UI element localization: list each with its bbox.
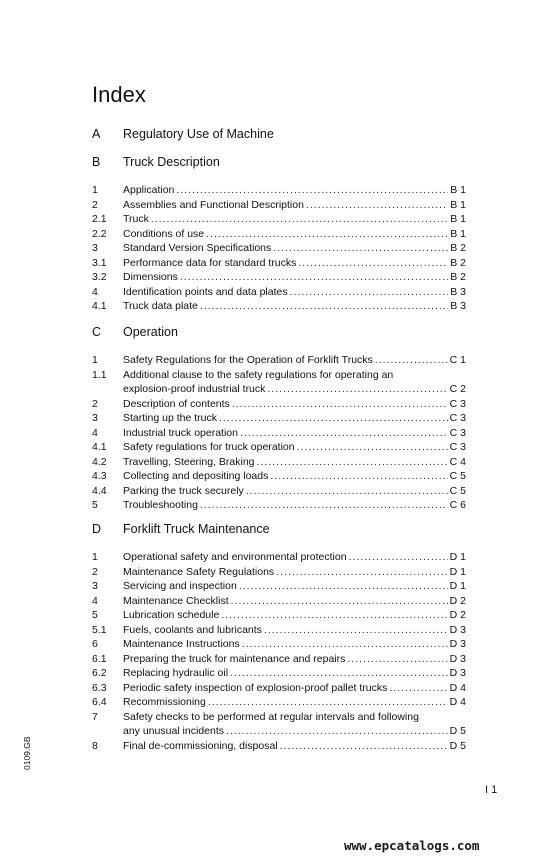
index-entry (92, 739, 466, 754)
section-title: Operation (123, 325, 178, 339)
dot-leader (242, 637, 448, 652)
entry-page: D 3 (449, 667, 466, 679)
section-title: Forklift Truck Maintenance (123, 522, 270, 536)
entry-title: Replacing hydraulic oil (123, 667, 229, 679)
dot-leader (347, 652, 447, 667)
dot-leader (290, 285, 449, 300)
entry-title: Parking the truck securely (123, 484, 244, 497)
entry-page: C 2 (449, 383, 466, 395)
index-entry (92, 183, 466, 198)
entry-number: 1 (92, 184, 98, 196)
dot-leader (240, 426, 448, 441)
entry-page: C 3 (449, 412, 466, 424)
index-entry (92, 469, 466, 484)
index-entry (92, 212, 466, 227)
dot-leader (221, 608, 447, 623)
entry-title: Truck (123, 213, 149, 225)
entry-title: Lubrication schedule (123, 609, 220, 621)
entry-number: 4.4 (92, 484, 107, 497)
entry-page: B 1 (450, 198, 466, 211)
dot-leader (176, 183, 448, 198)
entry-title: Dimensions (123, 271, 178, 283)
entry-number: 2.2 (92, 227, 107, 240)
entry-number: 5.1 (92, 623, 107, 636)
entry-number: 3.2 (92, 271, 107, 283)
dot-leader (389, 681, 447, 696)
dot-leader (246, 484, 448, 499)
entry-page: D 1 (449, 551, 466, 563)
index-entry (92, 397, 466, 412)
index-entry (92, 681, 466, 696)
dot-leader (200, 498, 448, 513)
page-number: I 1 (485, 784, 498, 796)
page-title: Index (92, 82, 146, 107)
entry-title: Preparing the truck for maintenance and repairs (123, 652, 346, 665)
entry-number: 4.1 (92, 441, 107, 453)
index-entry (92, 241, 466, 256)
entry-title: Performance data for standard trucks (123, 256, 297, 269)
entry-number: 8 (92, 739, 98, 752)
dot-leader (306, 198, 448, 213)
watermark-url: www.epcatalogs.com (344, 838, 480, 853)
entry-title: Travelling, Steering, Braking (123, 455, 255, 468)
index-entry (92, 550, 466, 565)
entry-number: 7 (92, 710, 98, 723)
dot-leader (280, 739, 448, 754)
index-entry (92, 652, 466, 667)
entry-number: 4 (92, 594, 98, 607)
entry-title: Starting up the truck (123, 412, 217, 424)
entry-page: D 3 (449, 623, 466, 636)
index-entry (92, 368, 466, 397)
index-entry (92, 484, 466, 499)
dot-leader (151, 212, 448, 227)
section-letter: D (92, 522, 102, 536)
entry-number: 6.2 (92, 667, 107, 679)
entry-title: Safety regulations for truck operation (123, 441, 295, 453)
dot-leader (267, 382, 447, 397)
entry-number: 4 (92, 426, 98, 439)
document-code: 0109.GB (22, 736, 32, 770)
entry-page: C 4 (449, 455, 466, 468)
entry-title: explosion-proof industrial truck (123, 383, 266, 395)
index-entry (92, 623, 466, 638)
entry-number: 6 (92, 638, 98, 650)
entry-number: 3 (92, 412, 98, 424)
section-title: Truck Description (123, 155, 220, 169)
entry-title: any unusual incidents (123, 725, 224, 737)
entry-number: 2 (92, 565, 98, 578)
entry-page: C 1 (449, 354, 466, 366)
entry-page: D 2 (449, 609, 466, 621)
entry-number: 6.3 (92, 681, 107, 694)
section-letter: A (92, 127, 101, 141)
entry-title: Truck data plate (123, 300, 198, 312)
entry-page: B 3 (450, 285, 466, 298)
index-entry (92, 565, 466, 580)
index-entry (92, 256, 466, 271)
entry-page: D 5 (449, 725, 466, 737)
index-entry (92, 498, 466, 513)
index-entry (92, 353, 466, 368)
index-entry (92, 440, 466, 455)
index-entry (92, 198, 466, 213)
entry-page: C 3 (449, 426, 466, 439)
index-entry (92, 411, 466, 426)
entry-number: 6.4 (92, 696, 107, 708)
entry-title: Periodic safety inspection of explosion-proof pallet trucks (123, 681, 388, 694)
entry-page: D 4 (449, 681, 466, 694)
entry-page: C 6 (449, 499, 466, 511)
entry-title: Standard Version Specifications (123, 242, 272, 254)
entry-page: D 1 (449, 565, 466, 578)
entry-page: D 3 (449, 638, 466, 650)
dot-leader (264, 623, 448, 638)
section-letter: C (92, 325, 102, 339)
dot-leader (230, 666, 448, 681)
entry-title: Collecting and depositing loads (123, 470, 269, 482)
entry-title: Maintenance Checklist (123, 594, 229, 607)
index-entry (92, 270, 466, 285)
entry-page: B 2 (450, 256, 466, 269)
entry-page: B 1 (450, 213, 466, 225)
entry-title: Maintenance Instructions (123, 638, 240, 650)
entry-title: Safety checks to be performed at regular intervals and following (123, 710, 419, 723)
entry-number: 3 (92, 580, 98, 592)
dot-leader (226, 724, 448, 739)
index-entry (92, 666, 466, 681)
dot-leader (239, 579, 448, 594)
entry-page: D 1 (449, 580, 466, 592)
index-entry (92, 637, 466, 652)
entry-title: Troubleshooting (123, 499, 198, 511)
entry-number: 4.3 (92, 470, 107, 482)
dot-leader (208, 695, 448, 710)
dot-leader (231, 594, 448, 609)
index-entry (92, 710, 466, 739)
index-entry (92, 455, 466, 470)
entry-title: Application (123, 184, 175, 196)
index-entry (92, 695, 466, 710)
dot-leader (276, 565, 447, 580)
index-entry (92, 594, 466, 609)
entry-title: Operational safety and environmental protection (123, 551, 347, 563)
entry-page: C 3 (449, 397, 466, 410)
entry-page: B 1 (450, 227, 466, 240)
dot-leader (375, 353, 448, 368)
entry-number: 3 (92, 242, 98, 254)
dot-leader (180, 270, 448, 285)
entry-title: Recommissioning (123, 696, 206, 708)
entry-page: D 5 (449, 739, 466, 752)
dot-leader (232, 397, 448, 412)
entry-title: Assemblies and Functional Description (123, 198, 304, 211)
entry-number: 4.2 (92, 455, 107, 468)
index-entry (92, 285, 466, 300)
entry-title: Conditions of use (123, 227, 205, 240)
entry-title: Description of contents (123, 397, 230, 410)
entry-page: D 2 (449, 594, 466, 607)
section-letter: B (92, 155, 101, 169)
entry-number: 4.1 (92, 300, 107, 312)
entry-number: 1 (92, 551, 98, 563)
entry-title: Additional clause to the safety regulations for operating an (123, 368, 394, 381)
entry-number: 6.1 (92, 652, 107, 665)
entry-title: Safety Regulations for the Operation of Forklift Trucks (123, 354, 373, 366)
entry-number: 1.1 (92, 368, 107, 381)
dot-leader (206, 227, 448, 242)
entry-number: 2 (92, 198, 98, 211)
entry-page: B 2 (450, 242, 466, 254)
entry-title: Industrial truck operation (123, 426, 238, 439)
entry-page: B 3 (450, 300, 466, 312)
entry-title: Servicing and inspection (123, 580, 237, 592)
entry-title: Final de-commissioning, disposal (123, 739, 278, 752)
entry-number: 1 (92, 354, 98, 366)
dot-leader (273, 241, 448, 256)
dot-leader (297, 440, 448, 455)
entry-title: Fuels, coolants and lubricants (123, 623, 262, 636)
entry-number: 2 (92, 397, 98, 410)
entry-number: 5 (92, 609, 98, 621)
entry-title: Maintenance Safety Regulations (123, 565, 275, 578)
section-title: Regulatory Use of Machine (123, 127, 274, 141)
entry-page: C 5 (449, 470, 466, 482)
dot-leader (200, 299, 448, 314)
entry-page: B 1 (450, 184, 466, 196)
entry-page: D 4 (449, 696, 466, 708)
dot-leader (219, 411, 448, 426)
entry-number: 5 (92, 499, 98, 511)
entry-title: Identification points and data plates (123, 285, 288, 298)
index-entry (92, 299, 466, 314)
entry-page: C 5 (449, 484, 466, 497)
entry-page: D 3 (449, 652, 466, 665)
dot-leader (270, 469, 447, 484)
index-entry (92, 608, 466, 623)
entry-page: B 2 (450, 271, 466, 283)
dot-leader (257, 455, 448, 470)
dot-leader (298, 256, 448, 271)
index-entry (92, 227, 466, 242)
dot-leader (349, 550, 448, 565)
index-entry (92, 579, 466, 594)
index-entry (92, 426, 466, 441)
entry-number: 4 (92, 285, 98, 298)
entry-page: C 3 (449, 441, 466, 453)
entry-number: 2.1 (92, 213, 107, 225)
entry-number: 3.1 (92, 256, 107, 269)
